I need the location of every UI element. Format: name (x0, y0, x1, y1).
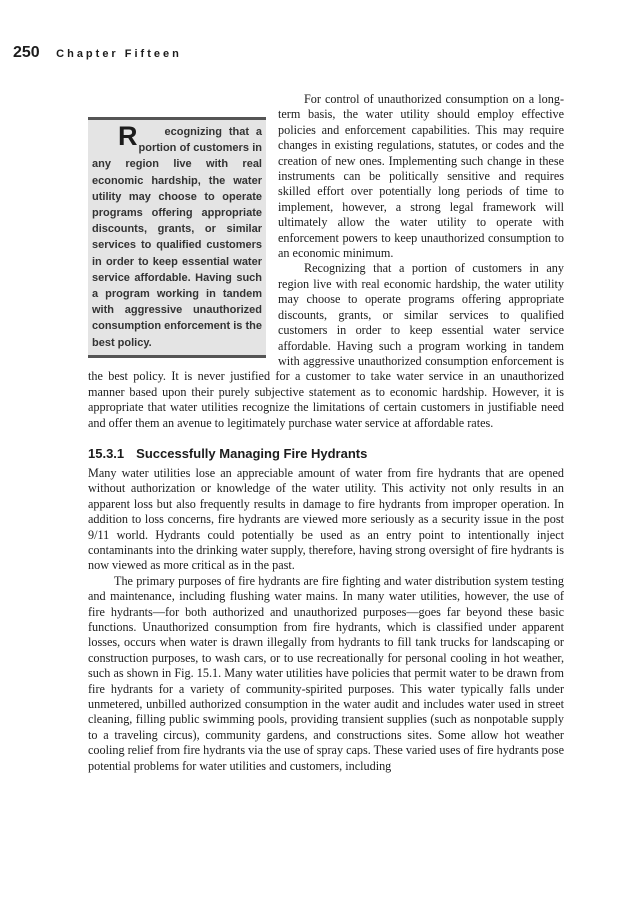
chapter-title: Chapter Fifteen (56, 48, 182, 60)
drop-cap: R (118, 121, 138, 151)
section-heading (88, 445, 564, 462)
page-number: 250 (13, 44, 40, 61)
body-text (88, 92, 564, 774)
paragraph-text: For control of unauthorized consumption on a long-term basis, the water utility should employ effective policies and enforcement capabilities. This may require changes in existing regulations, statutes, or codes and the creation of new ones. Implementing such change in these instruments can be politically sensitive and requires skilled effort over potentially long periods of time to implement, however, a strong legal framework will ultimately allow the water utility to operate with enforcement powers to keep unauthorized consumption to an economic minimum. (278, 92, 564, 261)
paragraph-hydrant-purposes: The primary purposes of fire hydrants are fire fighting and water distribution system testing and maintenance, including flushing water mains. In many water utilities, however, the use of fire hydrants—for both authorized and unauthorized purposes—goes far beyond these basic functions. Unauthorized consumption from fire hydrants, which is classified under apparent losses, occurs when water is drawn illegally from hydrants to fill tank trucks for landscaping or construction purposes, to wash cars, or to use recreationally for personal cooling in hot weather, such as shown in Fig. 15.1. Many water utilities have policies that permit water to be drawn from fire hydrants for a variety of community-spirited purposes. This water typically falls under unmetered, unbilled authorized consumption in the water audit and includes water used in street cleaning, filling public swimming pools, providing transient supplies (such as nonpotable supply to a traveling circus), community gardens, and constructions sites. Some allow hot weather cooling relief from fire hydrants via the use of spray caps. These varied uses of fire hydrants pose potential problems for water utilities and customers, including (88, 573, 564, 773)
pull-quote-text: ecognizing that a portion of customers in any region live with real economic hardship, the water utility may choose to operate programs offering appropriate discounts, grants, or similar services to qualified customers in order to keep essential water service affordable. Having such a program working in tandem with aggressive unauthorized consumption enforcement is the best policy. (92, 126, 262, 349)
running-head (13, 44, 573, 62)
section-title: Successfully Managing Fire Hydrants (136, 445, 368, 461)
paragraph-economic-hardship: Recognizing that a portion of customers in any region live with real economic hardship, the water utility may choose to operate programs offering appropriate discounts, grants, or similar services to qualified customers in order to keep essential water service affordable. Having such a program working in tandem with aggressive unauthorized consumption enforcement is the best policy. It is never justified for a customer to take water service in an unauthorized manner based upon their purely subjective statement as to economic hardship. However, it is appropriate that water utilities recognize the limitations of certain customers in justifiable need and offer them an avenue to legitimately purchase water service at affordable rates. (88, 261, 564, 430)
pull-quote (88, 117, 266, 358)
section-number: 15.3.1 (88, 445, 125, 461)
paragraph-hydrant-losses: Many water utilities lose an appreciable amount of water from fire hydrants that are opened without authorization or knowledge of the water utility. This activity not only results in an apparent loss but also frequently results in damage to fire hydrants from improper operation. In addition to loss concerns, fire hydrants are viewed more seriously as a security issue in the post 9/11 world. Hydrants could potentially be used as an entry point to intentionally inject contaminants into the drinking water supply, therefore, having strong oversight of fire hydrants is now viewed as more critical as in the past. (88, 465, 564, 573)
